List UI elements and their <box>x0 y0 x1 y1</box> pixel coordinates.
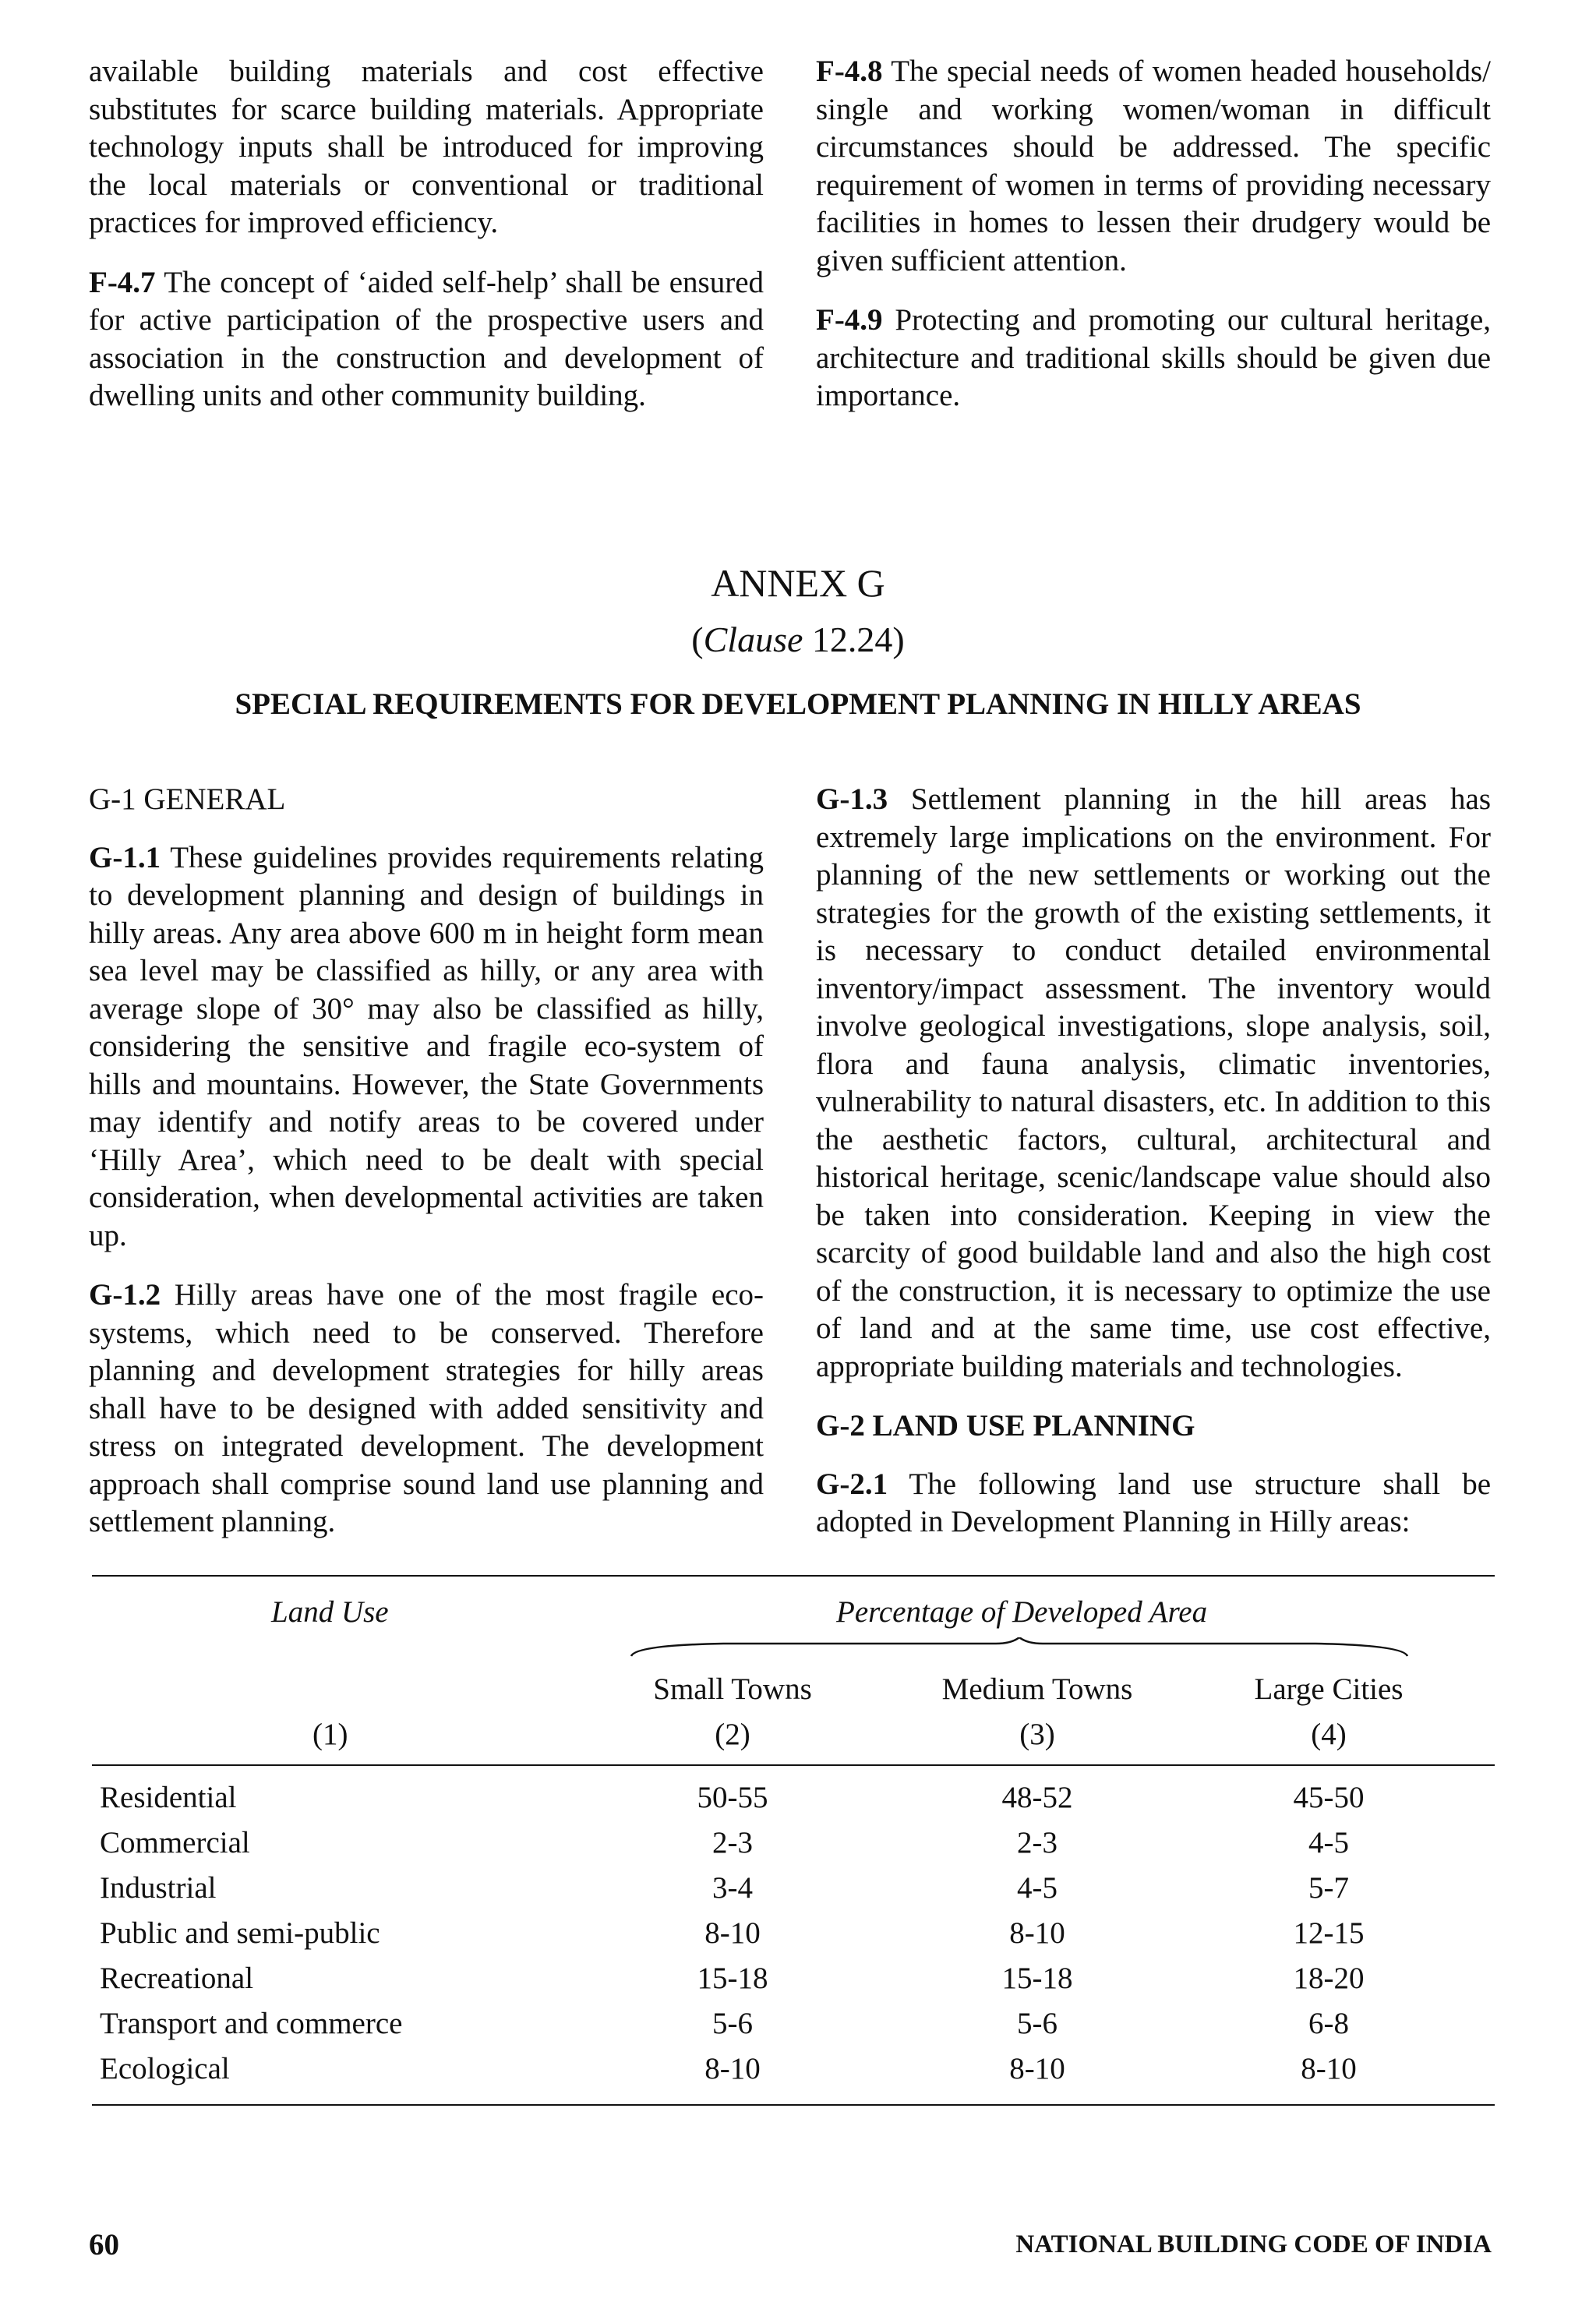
table-bottom-rule <box>92 2104 1495 2106</box>
cell-medium-towns: 4-5 <box>1017 1871 1058 1905</box>
clause-g-1-3 <box>816 781 1491 1386</box>
continuation-paragraph: available building materials and cost effective substitutes for scarce building materials. Appropriate technology inputs shall be introduced for improving the local materials or conventional or traditional practices for improved efficiency. <box>89 55 764 239</box>
cell-large-cities: 6-8 <box>1308 2007 1349 2040</box>
row-label: Commercial <box>100 1826 250 1859</box>
row-label: Recreational <box>100 1962 254 1995</box>
cell-small-towns: 50-55 <box>697 1781 768 1814</box>
clause-reference-number: 12.24 <box>811 620 893 659</box>
clause-f-4-9 <box>816 302 1491 415</box>
cell-medium-towns: 8-10 <box>1009 1916 1065 1950</box>
clause-number: F-4.7 <box>89 265 156 299</box>
row-label: Industrial <box>100 1871 217 1905</box>
cell-large-cities: 4-5 <box>1308 1826 1349 1859</box>
clause-number: F-4.8 <box>816 55 883 88</box>
percentage-header: Percentage of Developed Area <box>836 1595 1208 1629</box>
top-left-column <box>89 53 764 415</box>
clause-g-2-1 <box>816 1466 1491 1541</box>
cell-medium-towns: 2-3 <box>1017 1826 1058 1859</box>
clause-f-4-7 <box>89 264 764 415</box>
clause-text: The concept of ‘aided self-help’ shall be ensured for active participation of the prospective users and association in the construction and development of dwelling units and other community building. <box>89 265 764 412</box>
clause-number: G-1.2 <box>89 1278 161 1312</box>
column-number-1: (1) <box>312 1718 348 1751</box>
section-heading-g2: G-2 LAND USE PLANNING <box>816 1409 1195 1443</box>
clause-text: The following land use structure shall be adopted in Development Planning in Hilly areas: <box>816 1467 1491 1538</box>
cell-small-towns: 3-4 <box>712 1871 753 1905</box>
clause-g-1-2 <box>89 1277 764 1541</box>
clause-g-1-1 <box>89 839 764 1255</box>
cell-small-towns: 15-18 <box>697 1962 768 1995</box>
row-label: Residential <box>100 1781 237 1814</box>
footer-title: NATIONAL BUILDING CODE OF INDIA <box>1015 2230 1492 2258</box>
table-top-rule <box>92 1575 1495 1577</box>
clause-number: G-1.1 <box>89 840 161 874</box>
cell-small-towns: 8-10 <box>704 2052 761 2085</box>
cell-large-cities: 18-20 <box>1293 1962 1365 1995</box>
clause-word: Clause <box>703 620 803 659</box>
g-right-column <box>816 781 1491 1541</box>
cell-medium-towns: 15-18 <box>1001 1962 1073 1995</box>
column-number-2: (2) <box>715 1718 750 1751</box>
row-label: Transport and commerce <box>100 2007 403 2040</box>
column-header-medium-towns: Medium Towns <box>941 1672 1133 1706</box>
cell-small-towns: 2-3 <box>712 1826 753 1859</box>
clause-number: G-1.3 <box>816 782 888 816</box>
page-number: 60 <box>89 2228 119 2262</box>
cell-medium-towns: 48-52 <box>1001 1781 1073 1814</box>
annex-title: ANNEX G <box>711 561 885 605</box>
column-header-large-cities: Large Cities <box>1254 1672 1404 1706</box>
cell-medium-towns: 5-6 <box>1017 2007 1058 2040</box>
clause-number: G-2.1 <box>816 1467 888 1501</box>
row-label: Public and semi-public <box>100 1916 380 1950</box>
annex-subtitle: SPECIAL REQUIREMENTS FOR DEVELOPMENT PLANNING IN HILLY AREAS <box>235 687 1361 721</box>
clause-text: Settlement planning in the hill areas has extremely large implications on the environment. For planning of the new settlements or working out the strategies for the growth of the existing settlements, it is necessary to conduct detailed environmental inventory/impact assessment. The inventory would involve geological investigations, slope analysis, soil, flora and fauna analysis, climatic inventories, vulnerability to natural disasters, etc. In addition to this the aesthetic factors, cultural, architectural and historical heritage, scenic/landscape value should also be taken into consideration. Keeping in view the scarcity of good buildable land and also the high cost of the construction, it is necessary to optimize the use of land and at the same time, use cost effective, appropriate building materials and technologies. <box>816 782 1491 1383</box>
brace-line <box>630 1637 1409 1661</box>
cell-small-towns: 5-6 <box>712 2007 753 2040</box>
cell-large-cities: 45-50 <box>1293 1781 1365 1814</box>
cell-large-cities: 12-15 <box>1293 1916 1365 1950</box>
land-use-header: Land Use <box>271 1595 389 1629</box>
clause-text: The special needs of women headed households/ single and working women/woman in difficult circumstances should be addressed. The specific requirement of women in terms of providing necessary facilities in homes to lessen their drudgery would be given sufficient attention. <box>816 55 1491 277</box>
top-right-column <box>816 53 1491 415</box>
clause-text: Protecting and promoting our cultural heritage, architecture and traditional skills should be given due importance. <box>816 303 1492 412</box>
clause-text: Hilly areas have one of the most fragile eco-systems, which need to be conserved. Therefore planning and development strategies for hilly areas shall have to be designed with added sensitivity and stress on integrated development. The development approach shall comprise sound land use planning and settlement planning. <box>89 1278 764 1538</box>
section-heading-g1: G-1 GENERAL <box>89 782 286 816</box>
g-left-column <box>89 781 764 1541</box>
clause-text: These guidelines provides requirements relating to development planning and design of buildings in hilly areas. Any area above 600 m in height form mean sea level may be classified as hilly, or any area with average slope of 30° may also be classified as hilly, considering the sensitive and fragile eco-system of hills and mountains. However, the State Governments may identify and notify areas to be covered under ‘Hilly Area’, which need to be dealt with special consideration, when developmental activities are taken up. <box>89 840 764 1252</box>
column-header-small-towns: Small Towns <box>653 1672 812 1706</box>
clause-f-4-8 <box>816 53 1491 280</box>
cell-small-towns: 8-10 <box>704 1916 761 1950</box>
row-label: Ecological <box>100 2052 230 2085</box>
cell-medium-towns: 8-10 <box>1009 2052 1065 2085</box>
table-header-rule <box>92 1764 1495 1766</box>
column-number-4: (4) <box>1311 1718 1347 1751</box>
annex-clause-reference: (Clause 12.24) <box>691 620 905 659</box>
cell-large-cities: 5-7 <box>1308 1871 1349 1905</box>
column-number-3: (3) <box>1019 1718 1055 1751</box>
clause-number: F-4.9 <box>816 303 883 337</box>
cell-large-cities: 8-10 <box>1301 2052 1357 2085</box>
